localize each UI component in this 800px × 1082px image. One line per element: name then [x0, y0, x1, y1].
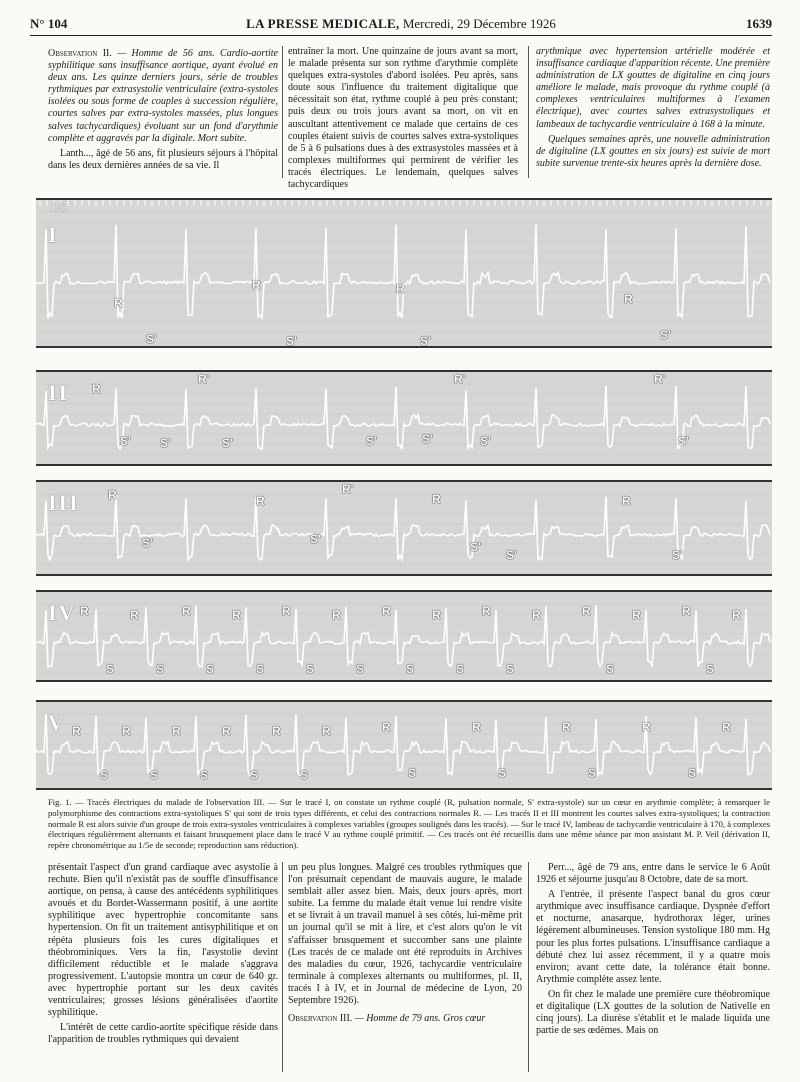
marker-label: R — [122, 724, 131, 738]
marker-label: S' — [160, 436, 171, 450]
paragraph: A l'entrée, il présente l'aspect banal du gros cœur arythmique avec insuffisance cardiaque. Dyspnée d'effort et nocturne, anasarque, hydrothorax léger, urines légèrement albumineuses. Tension systolique 180 mm. Hg pour les plus fortes pulsations. L'insuffisance cardiaque a débuté chez lui assez récemment, il y a quatre mois environ; avant cette date, la tolérance était bonne. Arythmie complète assez lente. — [536, 889, 770, 985]
marker-label: S — [200, 768, 209, 782]
ecg-trace-2 — [36, 372, 772, 466]
marker-label: S — [100, 768, 109, 782]
marker-label: R — [732, 608, 741, 622]
marker-label: S — [506, 662, 515, 676]
paragraph: arythmique avec hypertension artérielle modérée et insuffisance cardiaque d'apparition récente. Une première administration de LX gouttes de digitaline en cinq jours améliore le malade, mais provoque du rythme couplé (à complexes ventriculaires multiformes à l'examen électrique), avec courtes salves extrasystoliques et lambeaux de tachycardie ventriculaire à 168 à la minute. — [536, 46, 770, 130]
ecg-trace-4 — [36, 592, 772, 682]
marker-label: R — [256, 494, 265, 508]
marker-label: R — [472, 720, 481, 734]
paragraph: Perr..., âgé de 79 ans, entre dans le service le 6 Août 1926 et séjourne jusqu'au 8 Octobre, date de sa mort. — [536, 862, 770, 886]
issue-number: N° 104 — [30, 16, 68, 31]
paragraph: Quelques semaines après, une nouvelle administration de digitaline (LX gouttes en six jours) est suivie de mort subite survenue trente-six heures après la dernière dose. — [536, 133, 770, 169]
paragraph: entraîner la mort. Une quinzaine de jours avant sa mort, le malade présenta sur son rythme d'arythmie complète quelques extra-systoles d'abord isolées. Peu après, sans doute sous l'influence du traitement digitalique que nécessitait son état, rythme couplé à peu près constant; puis deux ou trois jours avant sa mort, on vit en auscultant attentivement ce malade que certains de ces couples étaient suivis de courtes salves extra-systoliques de 5 à 6 pulsations dues à des extrasystoles massées et à complexes multiformes qui permirent de vérifier les tracés électriques. Le lendemain, quelques salves tachycardiques — [288, 46, 518, 191]
strip-numeral: V — [48, 710, 66, 735]
marker-label: R — [482, 604, 491, 618]
paragraph: présentait l'aspect d'un grand cardiaque avec asystolie à rechute. Bien qu'il n'existât pas de souffle d'insuffisance aortique, on pensa, à cause des antécédents syphilitiques avoués et du Bordet-Wassermann positif, à une aortite syphilitique avec hypertrophie concomitante sans hypertension. On fit un traitement antisyphilitique et on répéta plusieurs fois les cures digitaliques et théobrominiques. Vers la fin, l'asystolie devint difficilement réductible et le malade s'aggrava progressivement. L'autopsie montra un cœur de 640 gr. avec hypertrophie portant sur les deux cavités ventriculaires; grosses lésions généralisées d'aortite syphilitique. — [48, 862, 278, 1019]
paragraph: L'intérêt de cette cardio-aortite spécifique réside dans l'apparition de troubles rythmiques qui devaient — [48, 1022, 278, 1046]
strip-numeral: III — [48, 490, 80, 515]
strip-numeral: IV — [48, 600, 77, 625]
marker-label: S — [688, 766, 697, 780]
marker-label: R' — [198, 372, 210, 386]
ecg-strip-3 — [36, 480, 772, 576]
observation-2-summary: Observation II. — Homme de 56 ans. Cardio-aortite syphilitique sans insuffisance aortique, ayant évolué en deux ans. Les quinze derniers jours, série de troubles rythmiques par extrasystolie ventriculaire (extra-systoles isolées ou sous forme de couples à succession régulière, courtes salves par extra-systoles massées, plus longues salves tachycardiques) évoluant sur un fond d'arythmie complète et aggravés par la digitale. Mort subite. — [48, 48, 278, 144]
observation-2-label: Observation II. — [48, 48, 112, 59]
marker-label: R — [172, 724, 181, 738]
marker-label: R — [632, 608, 641, 622]
ecg-trace-5 — [36, 702, 772, 790]
issue-date: Mercredi, 29 Décembre 1926 — [402, 16, 556, 31]
marker-label: R — [332, 608, 341, 622]
marker-label: S — [206, 662, 215, 676]
page-header — [30, 16, 772, 36]
marker-label: R' — [654, 372, 666, 386]
marker-label: R — [622, 494, 631, 508]
column-divider — [528, 862, 529, 1072]
figure-caption: Fig. 1. — Tracés électriques du malade de l'observation III. — Sur le tracé I, on constate un rythme couplé (R, pulsation normale, S' extra-systole) sur un cœur en arythmie complète; à remarquer le polymorphisme des contractions extra-systoliques S' qui sont de trois types différents, et celui des contractions normales R. — Les tracés II et III montrent les courtes salves extra-systoliques; la contraction normale R est alors suivie d'un groupe de trois extra-systoles ventriculaires à complexes variables (groupes soulignés dans les tracés). — Sur le tracé IV, lambeau de tachycardie ventriculaire à 170, à complexes électriques régulièrement alternants et faisant brusquement place dans le tracé V au rythme couplé primitif. — Ces tracés ont été recueillis dans une même séance par mon assistant M. P. Veil (dérivation II, repère chronométrique au 1/5e de seconde; reproduction sans réduction). — [48, 797, 770, 851]
marker-label: S — [408, 766, 417, 780]
marker-label: S — [150, 768, 159, 782]
column-divider — [282, 862, 283, 1072]
ecg-strip-1 — [36, 198, 772, 348]
journal-title: LA PRESSE MEDICALE, — [246, 16, 400, 31]
marker-label: R — [272, 724, 281, 738]
ecg-trace-3 — [36, 482, 772, 576]
marker-label: R — [72, 724, 81, 738]
column-divider — [282, 46, 283, 178]
marker-label: R — [130, 608, 139, 622]
marker-label: R — [582, 604, 591, 618]
marker-label: S' — [660, 328, 671, 342]
marker-label: R — [114, 296, 123, 310]
marker-label: S' — [142, 536, 153, 550]
marker-label: R' — [454, 372, 466, 386]
marker-label: R — [108, 488, 117, 502]
page-number: 1639 — [746, 16, 772, 31]
marker-label: S — [456, 662, 465, 676]
strip-numeral: I — [48, 222, 59, 247]
marker-label: R — [232, 608, 241, 622]
marker-label: S — [588, 766, 597, 780]
paragraph: Lanth..., âgé de 56 ans, fit plusieurs séjours à l'hôpital dans les deux dernières années de sa vie. Il — [48, 147, 278, 171]
time-scale-label: 1/5 — [50, 200, 68, 215]
marker-label: S' — [420, 334, 431, 348]
marker-label: R — [642, 720, 651, 734]
marker-label: S — [300, 768, 309, 782]
strip-numeral: II — [48, 380, 70, 405]
marker-label: S — [156, 662, 165, 676]
bottom-column-1 — [48, 862, 278, 1049]
marker-label: R — [396, 282, 405, 296]
bottom-column-2 — [288, 862, 522, 1028]
marker-label: R' — [342, 482, 354, 496]
observation-3-label: Observation III. — [288, 1013, 353, 1025]
marker-label: S' — [310, 532, 321, 546]
ecg-strip-2 — [36, 370, 772, 466]
marker-label: S' — [222, 436, 233, 450]
marker-label: S' — [672, 548, 683, 562]
marker-label: S — [406, 662, 415, 676]
paragraph: On fit chez le malade une première cure théobromique et digitalique (LX gouttes de la solution de Nativelle en cinq jours). La diurèse s'établit et le malade liquida une partie de ses œdèmes. Mais on — [536, 988, 770, 1037]
marker-label: R — [624, 292, 633, 306]
marker-label: S' — [422, 432, 433, 446]
marker-label: R — [252, 278, 261, 292]
marker-label: S — [356, 662, 365, 676]
marker-label: S' — [470, 540, 481, 554]
marker-label: S — [306, 662, 315, 676]
marker-label: R — [382, 604, 391, 618]
marker-label: S' — [146, 332, 157, 346]
marker-label: S' — [120, 434, 131, 448]
marker-label: S — [250, 768, 259, 782]
marker-label: R — [282, 604, 291, 618]
marker-label: R — [92, 382, 101, 396]
marker-label: S' — [678, 434, 689, 448]
marker-label: S' — [366, 434, 377, 448]
marker-label: S' — [506, 548, 517, 562]
observation-3-summary: Observation III. — Homme de 79 ans. Gros cœur — [288, 1013, 486, 1025]
marker-label: R — [222, 724, 231, 738]
marker-label: S — [106, 662, 115, 676]
marker-label: R — [382, 720, 391, 734]
marker-label: S' — [480, 434, 491, 448]
ecg-figure — [36, 190, 772, 790]
masthead — [30, 16, 772, 32]
marker-label: R — [532, 608, 541, 622]
top-column-3 — [536, 46, 770, 173]
paragraph: un peu plus longues. Malgré ces troubles rythmiques que l'on présumait cependant de mauvais augure, le malade semblait aller assez bien. Mais, deux jours après, mort subite. La femme du malade était venue lui rendre visite et se livrait à un travail manuel à ses côtés, lui-même prit un journal qu'il se mit à lire, et c'est alors qu'on le vit s'affaisser brusquement et succomber sans une plainte (Les tracés de ce malade ont été reproduits in Archives des maladies du cœur, 1926, tachycardie ventriculaire terminale à complexes alternants ou multiformes, pl. II, tracés I à IV, et in Journal de médecine de Lyon, 20 Septembre 1926). — [288, 862, 522, 1007]
marker-label: R — [322, 724, 331, 738]
marker-label: R — [432, 608, 441, 622]
marker-label: S' — [286, 334, 297, 348]
ecg-trace-1 — [36, 200, 772, 348]
top-column-2 — [288, 46, 518, 194]
marker-label: R — [80, 604, 89, 618]
ecg-strip-5 — [36, 700, 772, 790]
marker-label: S — [606, 662, 615, 676]
column-divider — [528, 46, 529, 178]
marker-label: R — [682, 604, 691, 618]
marker-label: R — [562, 720, 571, 734]
marker-label: R — [182, 604, 191, 618]
marker-label: S — [256, 662, 265, 676]
marker-label: R — [432, 492, 441, 506]
marker-label: R — [722, 720, 731, 734]
top-column-1 — [48, 48, 278, 175]
marker-label: S — [706, 662, 715, 676]
marker-label: S — [498, 766, 507, 780]
bottom-column-3 — [536, 862, 770, 1040]
ecg-strip-4 — [36, 590, 772, 682]
